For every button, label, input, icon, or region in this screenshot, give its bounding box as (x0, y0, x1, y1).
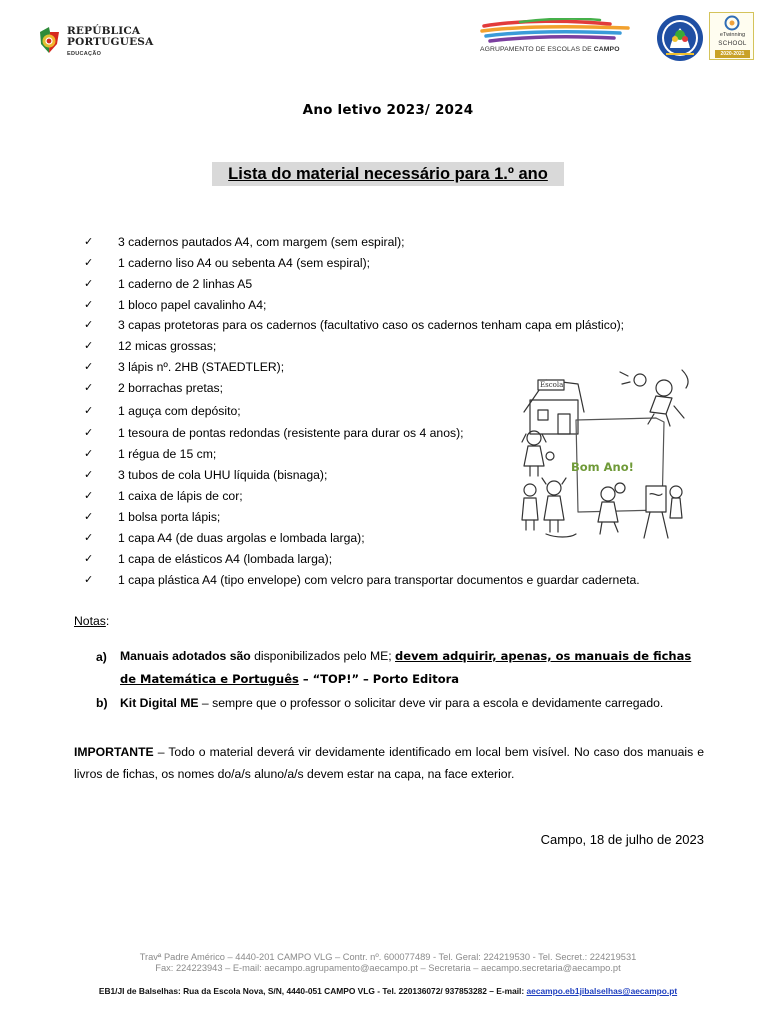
footer-address-line: Travª Padre Américo – 4440-201 CAMPO VLG – Contr. nº. 600077489 - Tel. Geral: 224219530 - Tel. Secret.: 224219531 (139, 952, 637, 962)
list-item-text: 1 capa plástica A4 (tipo envelope) com velcro para transportar documentos e guardar caderneta. (118, 573, 640, 587)
check-icon: ✓ (84, 510, 94, 523)
important-text: – Todo o material deverá vir devidamente identificado em local bem visível. No caso dos manuais e livros de fichas, os nomes do/a/s aluno/a/s devem estar na capa, na face exterior. (74, 745, 704, 781)
important-label: IMPORTANTE (74, 745, 154, 759)
gov-logo-line1: REPÚBLICA (67, 25, 141, 37)
list-item-text: 12 micas grossas; (118, 339, 217, 353)
check-icon: ✓ (84, 298, 94, 311)
check-icon: ✓ (84, 256, 94, 269)
check-icon: ✓ (84, 404, 94, 417)
school-sign-text: Escola (540, 381, 564, 389)
notes-heading-colon: : (105, 614, 110, 628)
republica-portuguesa-logo (36, 24, 166, 60)
check-icon: ✓ (84, 360, 94, 373)
check-icon: ✓ (84, 573, 94, 586)
check-icon: ✓ (84, 552, 94, 565)
check-icon: ✓ (84, 468, 94, 481)
etwinning-years: 2020-2021 (715, 50, 750, 58)
note-b-normal: – sempre que o professor o solicitar deve vir para a escola e devidamente carregado. (198, 696, 664, 710)
footer-balselhas-text: EB1/JI de Balselhas: Rua da Escola Nova, S/N, 4440-051 CAMPO VLG - Tel. 220136072/ 937853282 – E-mail: (98, 986, 527, 996)
eco-escolas-icon (656, 14, 704, 62)
list-item-text: 3 cadernos pautados A4, com margem (sem espiral); (118, 235, 405, 249)
note-a-bold: Manuais adotados são (120, 649, 251, 663)
agrupamento-campo-logo (478, 18, 654, 60)
check-icon: ✓ (84, 318, 94, 331)
list-item-text: 1 caixa de lápis de cor; (118, 489, 243, 503)
list-item-text: 1 capa A4 (de duas argolas e lombada larga); (118, 531, 365, 545)
agrupamento-text-bold: CAMPO (593, 46, 620, 53)
bom-ano-greeting: Bom Ano! (571, 460, 634, 474)
list-item-text: 1 tesoura de pontas redondas (resistente para durar os 4 anos); (118, 426, 464, 440)
check-icon: ✓ (84, 426, 94, 439)
note-a-normal: disponibilizados pelo ME; (250, 649, 396, 663)
note-a-tail: – “TOP!” – Porto Editora (298, 672, 460, 686)
notes-heading-text: Notas (74, 614, 106, 628)
note-a-underlined-1: devem adquirir, apenas, os manuais de fichas (395, 649, 692, 663)
material-list-title (212, 162, 564, 186)
footer-contact-line: Fax: 224223943 – E-mail: aecampo.agrupamento@aecampo.pt – Secretaria – aecampo.secretaria@aecampo.pt (155, 963, 621, 973)
check-icon: ✓ (84, 381, 94, 394)
list-item-text: 3 capas protetoras para os cadernos (facultativo caso os cadernos tenham capa em plástico); (118, 318, 625, 332)
note-a-line2 (120, 672, 459, 686)
school-children-drawing (516, 362, 700, 550)
notes-heading (74, 614, 109, 628)
list-item-text: 1 caderno liso A4 ou sebenta A4 (sem espiral); (118, 256, 371, 270)
check-icon: ✓ (84, 489, 94, 502)
note-b-line (120, 696, 663, 710)
agrupamento-stripes-icon (480, 18, 630, 44)
agrupamento-text-prefix: AGRUPAMENTO DE ESCOLAS DE (480, 46, 594, 53)
list-item-text: 1 aguça com depósito; (118, 404, 241, 418)
list-item-text: 2 borrachas pretas; (118, 381, 224, 395)
school-year-title: Ano letivo 2023/ 2024 (302, 102, 474, 118)
note-a-underlined-2: de Matemática e Português (120, 672, 299, 686)
note-a-letter: a) (96, 650, 107, 664)
important-notice (74, 741, 704, 785)
etwinning-icon (723, 15, 741, 31)
footer-email-link[interactable]: aecampo.eb1jibalselhas@aecampo.pt (526, 986, 678, 996)
check-icon: ✓ (84, 235, 94, 248)
gov-logo-sub: EDUCAÇÃO (67, 51, 102, 57)
check-icon: ✓ (84, 531, 94, 544)
etwinning-school-label: SCHOOL (718, 40, 747, 47)
list-item-text: 1 bolsa porta lápis; (118, 510, 221, 524)
etwinning-school-logo (709, 12, 754, 60)
list-item-text: 1 bloco papel cavalinho A4; (118, 298, 267, 312)
gov-logo-text (67, 26, 153, 48)
footer-balselhas-line (0, 986, 768, 996)
list-item-text: 1 régua de 15 cm; (118, 447, 217, 461)
etwinning-name: eTwinning (719, 32, 746, 38)
date-line: Campo, 18 de julho de 2023 (540, 832, 704, 847)
note-b-letter: b) (96, 696, 108, 710)
list-item-text: 3 lápis nº. 2HB (STAEDTLER); (118, 360, 285, 374)
list-item-text: 3 tubos de cola UHU líquida (bisnaga); (118, 468, 328, 482)
agrupamento-logo-text (480, 46, 620, 53)
check-icon: ✓ (84, 277, 94, 290)
note-b-bold: Kit Digital ME (120, 696, 199, 710)
gov-logo-line2: PORTUGUESA (67, 36, 154, 48)
check-icon: ✓ (84, 447, 94, 460)
material-list-title-text: Lista do material necessário para 1.º ano (228, 165, 548, 183)
list-item-text: 1 caderno de 2 linhas A5 (118, 277, 253, 291)
portugal-shield-icon (36, 26, 62, 54)
list-item-text: 1 capa de elásticos A4 (lombada larga); (118, 552, 333, 566)
check-icon: ✓ (84, 339, 94, 352)
note-a-line1 (120, 649, 691, 663)
